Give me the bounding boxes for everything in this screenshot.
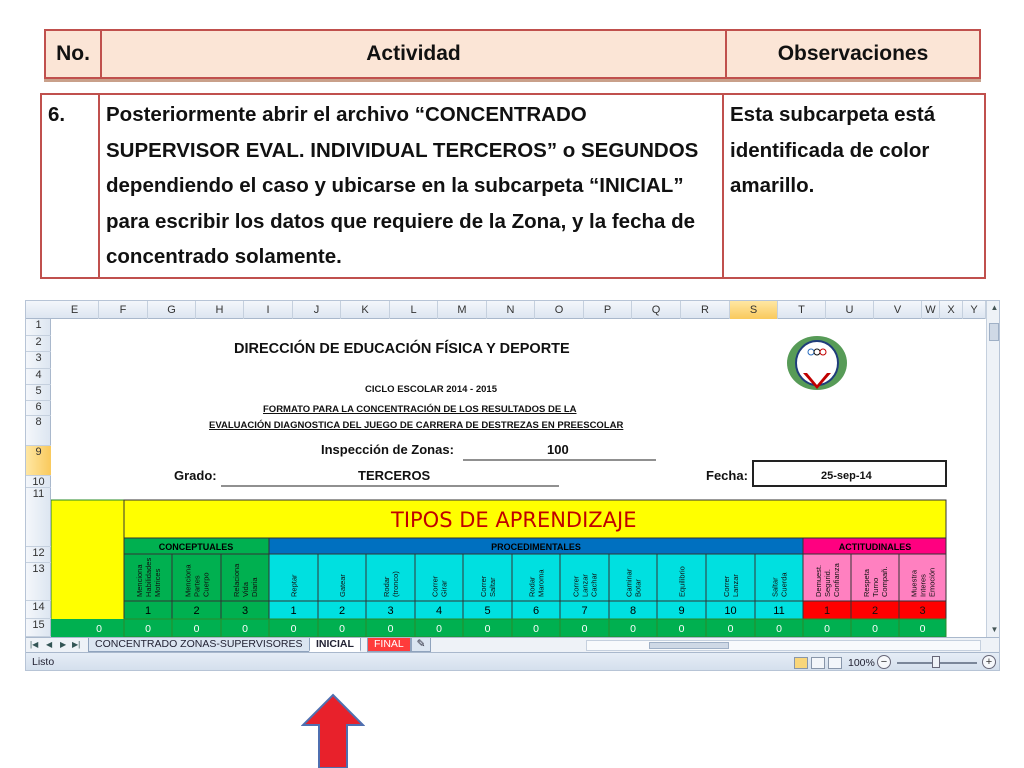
- zoom-slider-thumb[interactable]: [932, 656, 940, 668]
- row-number: 6.: [41, 94, 99, 278]
- skill-total-6: 0: [436, 623, 442, 635]
- column-header-E[interactable]: E: [51, 301, 99, 319]
- skill-label-13-0: Saltar: [770, 577, 780, 597]
- column-header-S[interactable]: S: [730, 301, 778, 319]
- row-observaciones: Esta subcarpeta está identificada de color amarillo.: [723, 94, 985, 278]
- tab-first-icon[interactable]: |◀: [30, 640, 39, 649]
- skill-number-10: 8: [629, 605, 637, 617]
- skill-number-3: 1: [290, 605, 297, 617]
- skill-label-1-0: Menciona: [183, 564, 193, 597]
- tab-last-icon[interactable]: ▶|: [72, 640, 81, 649]
- page-layout-icon[interactable]: [811, 657, 825, 669]
- worksheet[interactable]: [51, 319, 986, 637]
- formato-line1: FORMATO PARA LA CONCENTRACIÓN DE LOS RESULTADOS DE LA: [263, 404, 577, 415]
- skill-label-8-0: Rodar: [527, 576, 537, 597]
- row-actividad: Posteriormente abrir el archivo “CONCENTRADO SUPERVISOR EVAL. INDIVIDUAL TERCEROS” o SEGUNDOS dependiendo el caso y ubicarse en la subcarpeta “INICIAL” para escribir los datos que requiere de la Zona, y la fecha de concentrado solamente.: [99, 94, 723, 278]
- status-bar: [26, 652, 1000, 671]
- red-up-arrow-icon: [301, 693, 365, 768]
- sej-logo-icon: [787, 336, 847, 390]
- column-header-L[interactable]: L: [390, 301, 438, 319]
- ciclo-escolar: CICLO ESCOLAR 2014 - 2015: [365, 384, 497, 395]
- group-label-procedimentales: PROCEDIMENTALES: [491, 542, 581, 552]
- skill-label-8-1: Maroma: [536, 569, 546, 597]
- skill-number-15: 2: [871, 605, 879, 617]
- row-header-8[interactable]: 8: [26, 416, 51, 446]
- row-header-13[interactable]: 13: [26, 563, 51, 601]
- header-actividad: Actividad: [101, 30, 726, 78]
- inspeccion-value[interactable]: 100: [547, 442, 569, 457]
- header-no: No.: [45, 30, 101, 78]
- column-header-Y[interactable]: Y: [963, 301, 986, 319]
- skill-label-5-0: Rodar: [382, 576, 391, 597]
- row-header-1[interactable]: 1: [26, 319, 51, 336]
- vertical-scrollbar[interactable]: [986, 301, 1000, 637]
- skill-label-1-1: Partes: [192, 575, 202, 597]
- row-header-5[interactable]: 5: [26, 385, 51, 401]
- zoom-out-icon[interactable]: −: [877, 655, 891, 669]
- skill-total-14: 0: [824, 623, 830, 635]
- skill-label-2-2: Diaria: [250, 577, 259, 597]
- grado-value[interactable]: TERCEROS: [358, 468, 431, 483]
- scroll-down-icon[interactable]: ▼: [990, 625, 999, 634]
- row-header-12[interactable]: 12: [26, 547, 51, 563]
- column-header-X[interactable]: X: [940, 301, 963, 319]
- skill-label-5-1: (tronco): [391, 571, 400, 597]
- skill-total-7: 0: [484, 623, 491, 635]
- instruction-header-table: [44, 29, 981, 79]
- column-header-P[interactable]: P: [584, 301, 632, 319]
- skill-label-10-1: Botar: [633, 579, 643, 597]
- skill-label-16-1: Interes: [918, 574, 928, 597]
- skill-number-12: 10: [724, 605, 737, 617]
- tab-next-icon[interactable]: ▶: [60, 640, 67, 649]
- fecha-label: Fecha:: [706, 468, 748, 483]
- skill-total-3: 0: [290, 623, 297, 635]
- column-header-I[interactable]: I: [244, 301, 293, 319]
- skill-label-3-0: Reptar: [289, 574, 299, 597]
- column-header-T[interactable]: T: [778, 301, 826, 319]
- row-header-11[interactable]: 11: [26, 488, 51, 547]
- yellow-side-block[interactable]: [51, 500, 124, 620]
- column-header-bar: [26, 301, 986, 319]
- scroll-up-icon[interactable]: ▲: [990, 303, 999, 312]
- row-header-10[interactable]: 10: [26, 476, 51, 488]
- column-header-Q[interactable]: Q: [632, 301, 681, 319]
- skill-label-2-0: Relaciona: [232, 563, 241, 597]
- skill-label-1-2: Cuerpo: [201, 572, 211, 597]
- excel-window: [25, 300, 1000, 671]
- skill-label-15-2: Compañ.: [880, 566, 889, 597]
- skill-label-14-0: Demuest.: [814, 564, 823, 597]
- column-header-U[interactable]: U: [826, 301, 874, 319]
- grado-label: Grado:: [174, 468, 217, 483]
- skill-total-13: 0: [776, 623, 782, 635]
- skill-label-6-0: Correr: [430, 575, 440, 597]
- first-total: 0: [96, 623, 102, 635]
- scroll-thumb[interactable]: [989, 323, 999, 341]
- fecha-value[interactable]: 25-sep-14: [821, 470, 872, 482]
- skill-total-5: 0: [387, 623, 394, 635]
- skill-label-0-0: Menciona: [135, 564, 144, 597]
- column-header-M[interactable]: M: [438, 301, 487, 319]
- skill-label-9-0: Correr: [571, 575, 581, 597]
- row-header-9[interactable]: 9: [26, 446, 51, 476]
- skill-total-12: 0: [727, 623, 734, 635]
- h-scroll-thumb[interactable]: [649, 642, 729, 649]
- column-header-H[interactable]: H: [196, 301, 244, 319]
- column-header-R[interactable]: R: [681, 301, 730, 319]
- tab-final[interactable]: FINAL: [367, 638, 411, 652]
- skill-total-11: 0: [678, 623, 685, 635]
- row-header-15[interactable]: 15: [26, 619, 51, 637]
- skill-label-14-1: Segurid.: [823, 569, 832, 597]
- skill-number-6: 4: [435, 605, 443, 617]
- skill-number-9: 7: [581, 605, 588, 617]
- row-header-14[interactable]: 14: [26, 601, 51, 619]
- skill-total-16: 0: [919, 623, 926, 635]
- skill-label-14-2: Confianza: [832, 563, 841, 597]
- tab-inicial[interactable]: INICIAL: [309, 638, 361, 652]
- tab-prev-icon[interactable]: ◀: [46, 640, 53, 649]
- formato-line2: EVALUACIÓN DIAGNOSTICA DEL JUEGO DE CARRERA DE DESTREZAS EN PREESCOLAR: [209, 420, 624, 431]
- header-observaciones: Observaciones: [726, 30, 980, 78]
- skill-number-8: 6: [532, 605, 540, 617]
- skill-number-16: 3: [919, 605, 926, 617]
- skill-label-6-1: Girar: [439, 580, 449, 597]
- skill-label-7-1: Saltar: [488, 577, 497, 597]
- skill-number-7: 5: [484, 605, 491, 617]
- row-header-bar: [26, 319, 51, 637]
- instruction-row-table: [40, 93, 986, 279]
- row-header-6[interactable]: 6: [26, 401, 51, 416]
- new-sheet-icon[interactable]: ✎: [411, 638, 431, 652]
- zoom-level: 100%: [848, 657, 875, 669]
- column-header-F[interactable]: F: [99, 301, 148, 319]
- skill-label-9-2: Cachar: [589, 572, 599, 597]
- sheet-title: DIRECCIÓN DE EDUCACIÓN FÍSICA Y DEPORTE: [234, 341, 570, 357]
- normal-view-icon[interactable]: [794, 657, 808, 669]
- skill-number-14: 1: [823, 605, 831, 617]
- skill-label-0-2: Motrices: [153, 568, 162, 597]
- column-header-N[interactable]: N: [487, 301, 535, 319]
- column-header-V[interactable]: V: [874, 301, 922, 319]
- column-header-G[interactable]: G: [148, 301, 196, 319]
- skill-total-0: 0: [145, 623, 151, 635]
- skill-label-9-1: Lanzar: [580, 574, 590, 597]
- row-header-3[interactable]: 3: [26, 352, 51, 369]
- skill-label-2-1: Vida: [241, 582, 250, 597]
- green-side-cell[interactable]: [51, 619, 124, 637]
- column-header-W[interactable]: W: [922, 301, 940, 319]
- skill-total-2: 0: [242, 623, 248, 635]
- status-text: Listo: [32, 656, 55, 668]
- skill-label-16-0: Muestra: [909, 569, 919, 597]
- skill-number-13: 11: [773, 605, 785, 617]
- skill-total-1: 0: [193, 623, 200, 635]
- skill-total-9: 0: [581, 623, 588, 635]
- skill-number-5: 3: [387, 605, 394, 617]
- skill-number-0: 1: [144, 605, 152, 617]
- skill-number-2: 3: [241, 605, 249, 617]
- column-header-O[interactable]: O: [535, 301, 584, 319]
- skill-label-12-0: Correr: [722, 575, 731, 597]
- skill-label-15-0: Respeta: [862, 569, 871, 597]
- sheet-tab-bar: [26, 637, 1000, 652]
- skill-total-15: 0: [872, 623, 878, 635]
- column-header-J[interactable]: J: [293, 301, 341, 319]
- tab-concentrado[interactable]: CONCENTRADO ZONAS-SUPERVISORES: [88, 638, 310, 652]
- skill-label-10-0: Caminar: [624, 568, 634, 597]
- tipos-aprendizaje-title: TIPOS DE APRENDIZAJE: [391, 508, 637, 532]
- skill-label-7-0: Correr: [479, 575, 488, 597]
- skill-number-4: 2: [338, 605, 346, 617]
- zoom-in-icon[interactable]: +: [982, 655, 996, 669]
- skill-number-1: 2: [193, 605, 200, 617]
- horizontal-scrollbar[interactable]: [586, 640, 981, 651]
- skill-label-16-2: Emoción: [927, 567, 937, 597]
- page-break-icon[interactable]: [828, 657, 842, 669]
- skill-label-11-0: Equilibrio: [677, 566, 687, 597]
- group-label-actitudinales: ACTITUDINALES: [838, 542, 912, 552]
- row-header-4[interactable]: 4: [26, 369, 51, 385]
- skill-label-12-1: Lanzar: [731, 574, 740, 597]
- skill-label-13-1: Cuerda: [779, 572, 789, 597]
- inspeccion-label: Inspección de Zonas:: [321, 442, 454, 457]
- skill-label-4-0: Gatear: [338, 574, 347, 597]
- skill-total-10: 0: [630, 623, 636, 635]
- skill-total-4: 0: [339, 623, 345, 635]
- skill-label-15-1: Turno: [871, 577, 880, 597]
- row-header-2[interactable]: 2: [26, 336, 51, 352]
- skill-label-0-1: Habilidades: [144, 557, 153, 597]
- skill-number-11: 9: [678, 605, 685, 617]
- group-label-conceptuales: CONCEPTUALES: [158, 542, 234, 552]
- skill-total-8: 0: [533, 623, 539, 635]
- column-header-K[interactable]: K: [341, 301, 390, 319]
